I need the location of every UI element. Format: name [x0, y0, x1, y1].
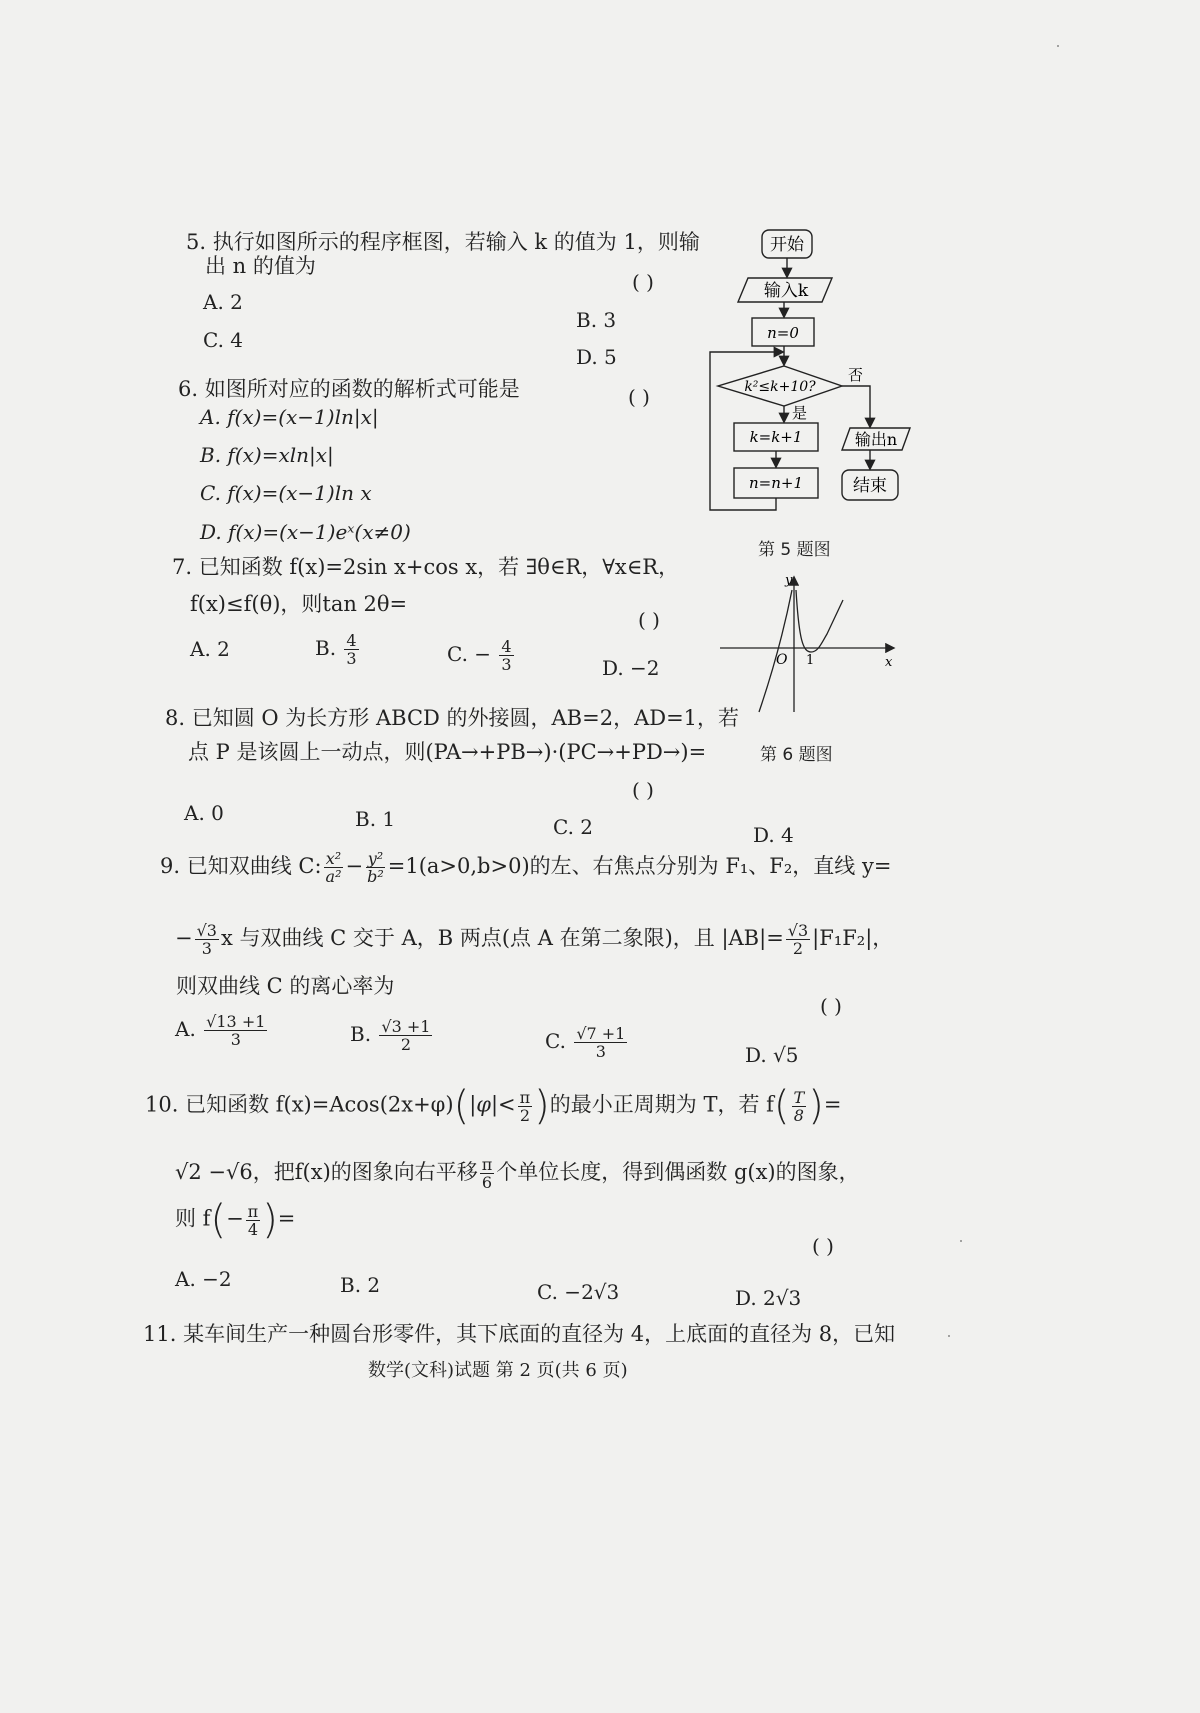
flow-input-label: 输入k: [763, 281, 809, 301]
flowchart: [700, 220, 920, 540]
q10-paren: ( ): [812, 1234, 834, 1258]
flow-step2-label: n=n+1: [748, 474, 804, 492]
q9-option-b: B. $\frac{√3 +1}{2}$: [350, 1017, 431, 1054]
graph6-origin: O: [776, 652, 788, 668]
flow-yes-label: 是: [792, 404, 808, 422]
q8-line1: 8. 已知圆 O 为长方形 ABCD 的外接圆，AB=2，AD=1，若: [165, 706, 740, 730]
q5-option-c: C. 4: [203, 328, 244, 352]
q6-paren: ( ): [628, 385, 650, 409]
q10-option-b: B. 2: [340, 1273, 381, 1297]
flow-end-label: 结束: [853, 476, 887, 496]
q7-paren: ( ): [638, 608, 660, 632]
q8-option-c: C. 2: [553, 815, 594, 839]
q6-option-b: B. f(x)=xln|x|: [200, 443, 334, 467]
flow-init-label: n=0: [767, 324, 799, 342]
graph6-y-label: y: [785, 573, 793, 588]
q9-line2: − $\frac{√3}{3}$ x 与双曲线 C 交于 A，B 两点(点 A 在第二象限)，且 |AB|= $\frac{√3}{2}$ |F₁F₂|，: [175, 921, 894, 958]
q6-option-c: C. f(x)=(x−1)ln x: [200, 481, 372, 505]
figure6-caption: 第 6 题图: [760, 745, 833, 765]
q5-option-d: D. 5: [576, 345, 617, 369]
graph6-right-branch: [796, 590, 843, 652]
q7-option-b: B. $\frac{4}{3}$: [315, 631, 357, 668]
q10-option-d: D. 2√3: [735, 1286, 802, 1310]
q10-option-c: C. −2√3: [537, 1280, 620, 1304]
q7-option-c: C. − $\frac{4}{3}$: [447, 637, 512, 674]
q6-stem: 6. 如图所对应的函数的解析式可能是: [178, 377, 520, 401]
q9-line1: 9. 已知双曲线 C: $\frac{\text{x²}}{\text{a²}}$ − $\frac{\text{y²}}{\text{b²}}$ =1(a>0,b>0)的左、右焦点分别为 F₁、F₂，直线 y=: [160, 849, 892, 886]
q10-line1: 10. 已知函数 f(x)=Acos(2x+φ)(|φ|< $\frac{\pi}{2}$ )的最小正周期为 T，若 f( $\frac{T}{8}$ )=: [145, 1083, 842, 1129]
q7-option-d: D. −2: [602, 656, 660, 680]
q6-option-a: A. f(x)=(x−1)ln|x|: [200, 405, 379, 429]
q8-option-d: D. 4: [753, 823, 794, 847]
figure5-caption: 第 5 题图: [758, 540, 831, 560]
graph6-left-branch: [759, 590, 792, 712]
flow-start-label: 开始: [770, 235, 804, 255]
q5-line2: 出 n 的值为: [205, 254, 316, 278]
q8-option-b: B. 1: [355, 807, 396, 831]
q9-paren: ( ): [820, 994, 842, 1018]
q6-option-d: D. f(x)=(x−1)eˣ(x≠0): [200, 520, 411, 544]
q9-option-d: D. √5: [745, 1043, 799, 1067]
q8-line2: 点 P 是该圆上一动点，则(PA→+PB→)·(PC→+PD→)=: [188, 740, 707, 764]
flow-output-label: 输出n: [854, 430, 898, 449]
q8-paren: ( ): [632, 778, 654, 802]
scan-speck: [960, 1240, 962, 1242]
q9-line3: 则双曲线 C 的离心率为: [176, 974, 395, 998]
q5-line1: 5. 执行如图所示的程序框图，若输入 k 的值为 1，则输: [186, 230, 700, 254]
graph6-x-label: x: [885, 655, 893, 670]
flow-step1-label: k=k+1: [749, 428, 803, 446]
q11-line1: 11. 某车间生产一种圆台形零件，其下底面的直径为 4，上底面的直径为 8，已知: [143, 1322, 896, 1346]
page-footer: 数学(文科)试题 第 2 页(共 6 页): [368, 1360, 628, 1381]
q5-option-b: B. 3: [576, 308, 617, 332]
scan-speck: [948, 1335, 950, 1337]
q9-option-a: A. $\frac{√13 +1}{3}$: [175, 1012, 266, 1049]
q10-line3: 则 f(− $\frac{\pi}{4}$ )=: [175, 1197, 296, 1243]
q10-option-a: A. −2: [175, 1267, 232, 1291]
scan-speck: [1057, 45, 1059, 47]
q10-line2: √2 −√6，把f(x)的图象向右平移 $\frac{\pi}{6}$ 个单位长度，得到偶函数 g(x)的图象，: [175, 1155, 860, 1192]
q7-line1: 7. 已知函数 f(x)=2sin x+cos x，若 ∃θ∈R，∀x∈R，: [172, 555, 680, 579]
graph6: [715, 570, 905, 720]
flow-cond-label: k²≤k+10?: [744, 379, 816, 395]
flow-no-label: 否: [848, 366, 864, 384]
q5-option-a: A. 2: [203, 290, 243, 314]
graph6-tick: 1: [806, 653, 815, 668]
q9-option-c: C. $\frac{√7 +1}{3}$: [545, 1024, 626, 1061]
q5-paren: ( ): [632, 270, 654, 294]
q7-option-a: A. 2: [190, 637, 230, 661]
q7-line2: f(x)≤f(θ)，则tan 2θ=: [190, 592, 408, 616]
q8-option-a: A. 0: [184, 801, 224, 825]
